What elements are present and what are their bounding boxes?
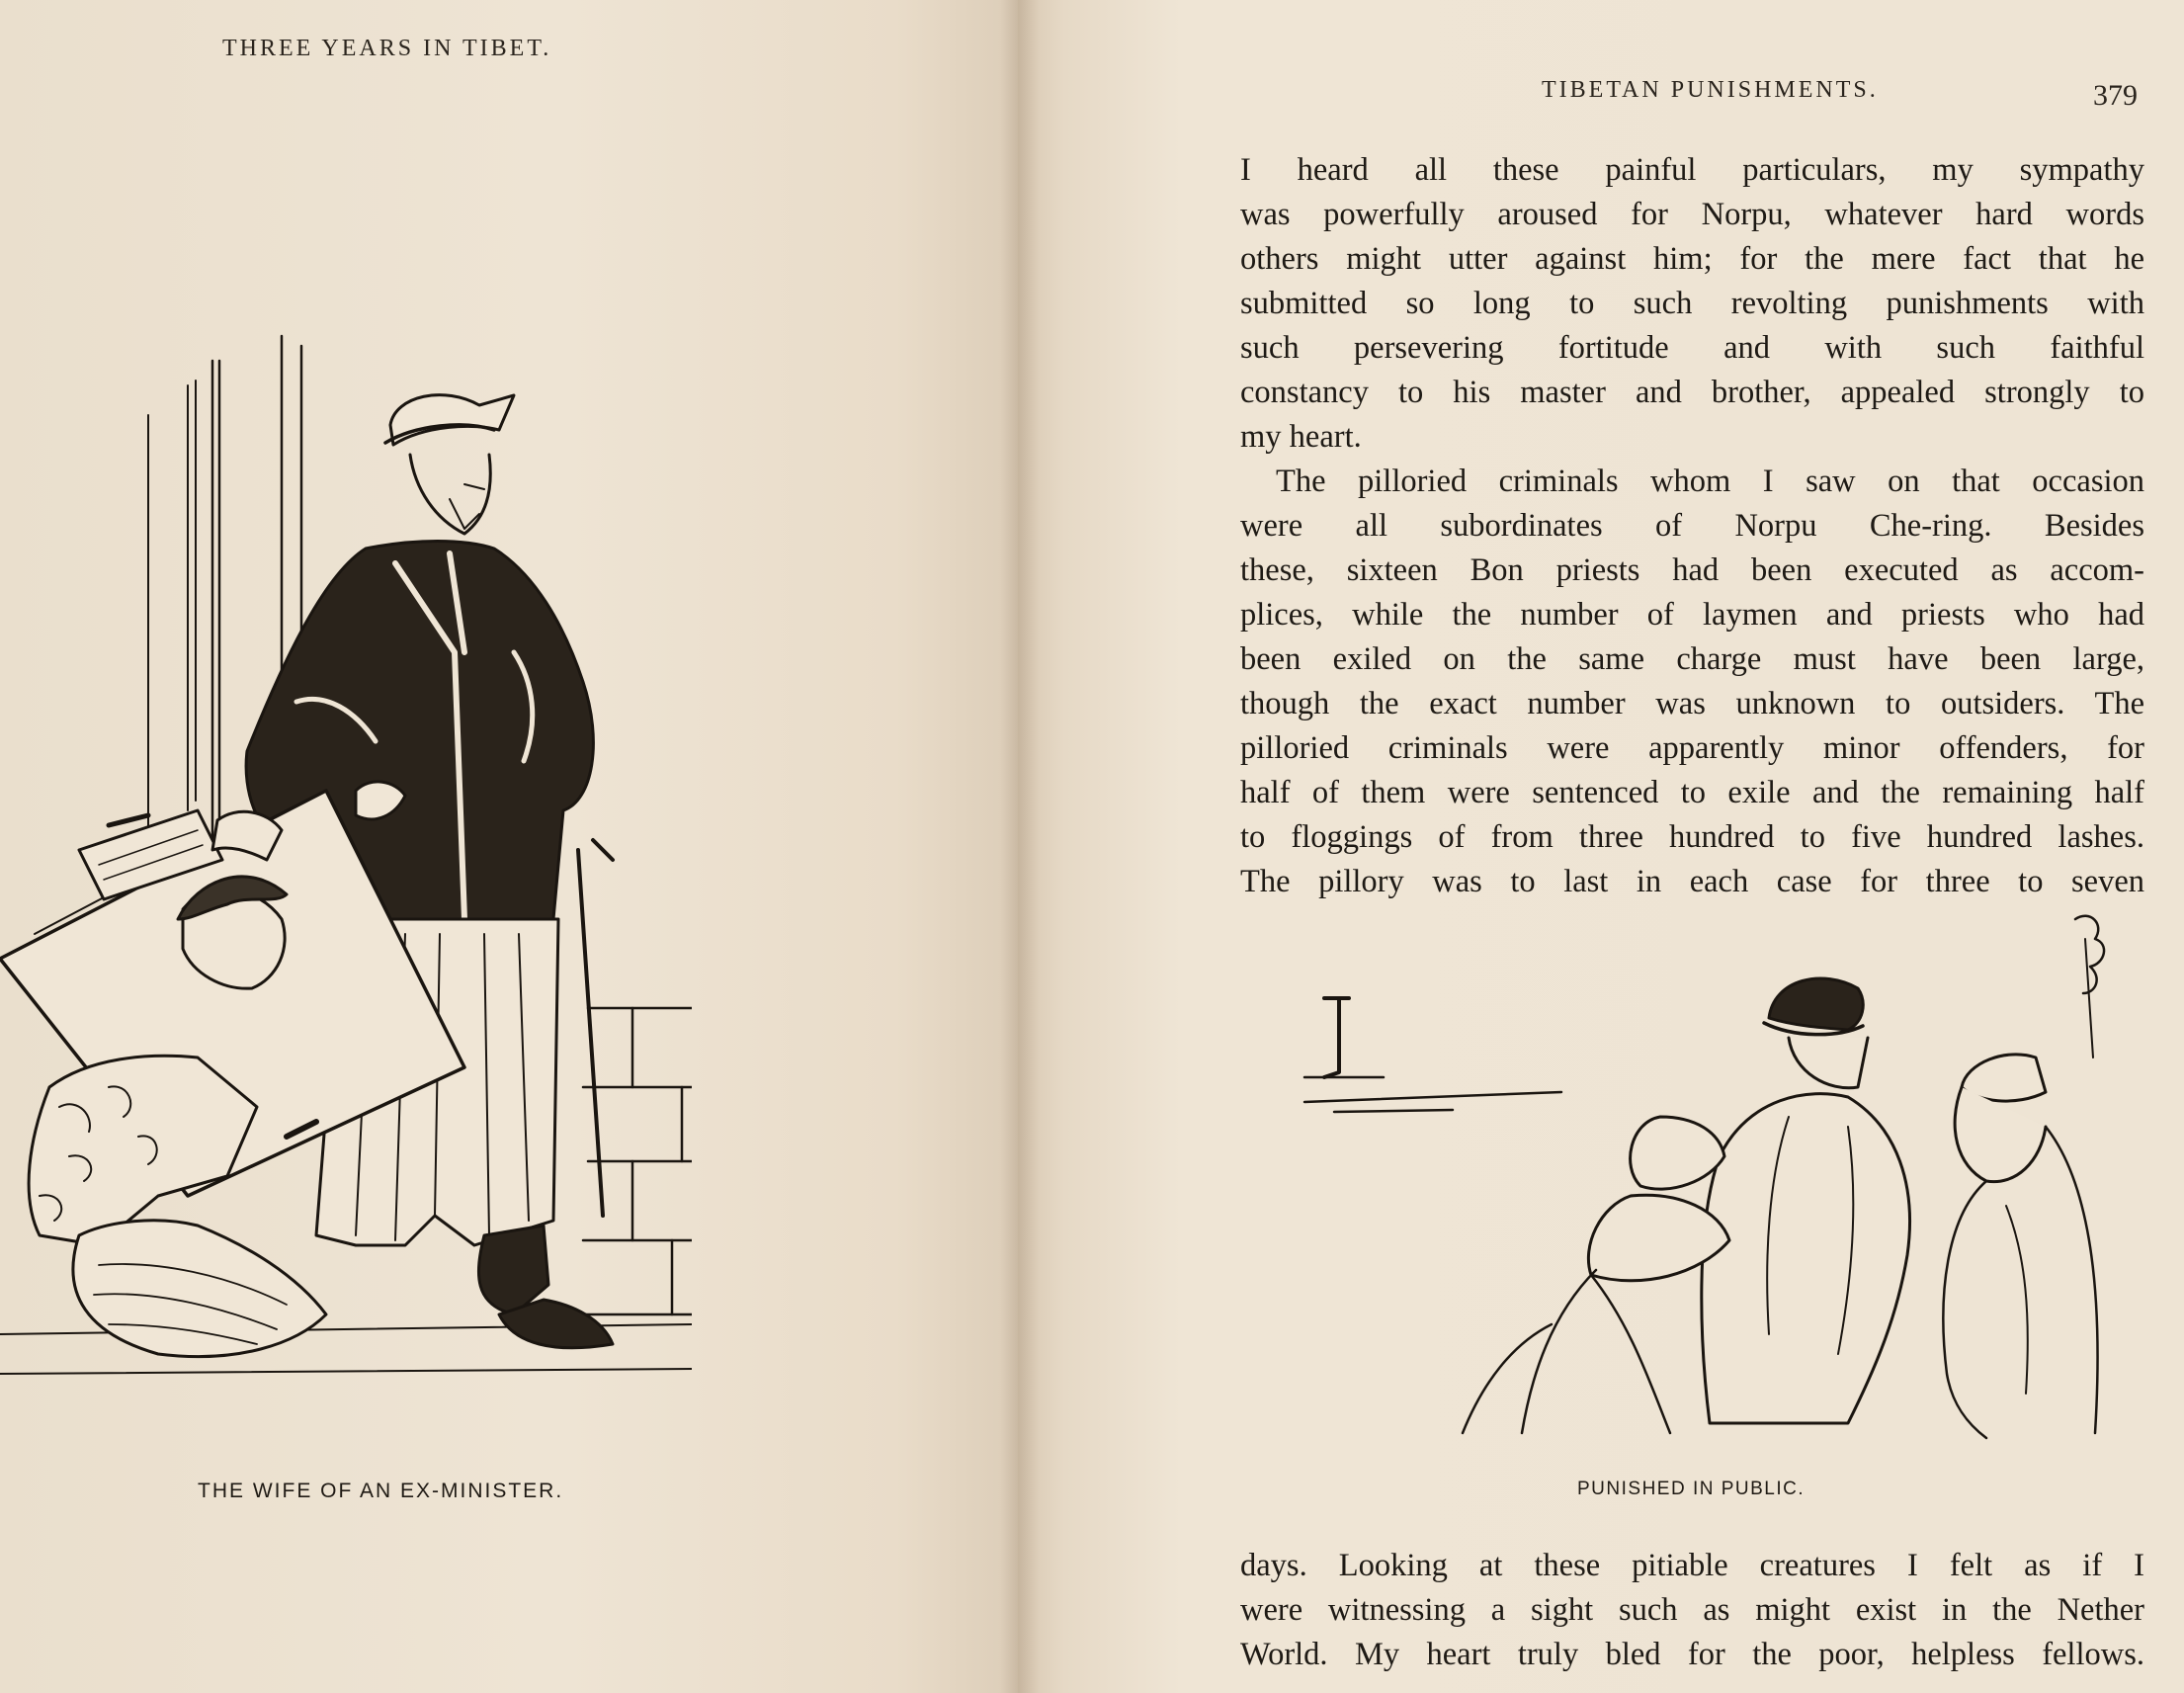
text-line: such persevering fortitude and with such faithful	[1240, 330, 2144, 366]
text-line: to floggings of from three hundred to five hundred lashes.	[1240, 819, 2144, 855]
left-page	[0, 0, 1018, 1693]
right-running-head: TIBETAN PUNISHMENTS.	[1542, 77, 1879, 103]
right-figure-caption: PUNISHED IN PUBLIC.	[1577, 1479, 1806, 1499]
text-line: though the exact number was unknown to outsiders. The	[1240, 686, 2144, 721]
text-line: half of them were sentenced to exile and the remaining half	[1240, 775, 2144, 810]
right-page	[1018, 0, 2184, 1693]
body-text-bottom	[1240, 1544, 2144, 1677]
page-number: 379	[2093, 79, 2138, 112]
text-line: these, sixteen Bon priests had been executed as accom-	[1240, 552, 2144, 588]
text-line: were witnessing a sight such as might exist in the Nether	[1240, 1592, 2144, 1628]
body-text-top	[1240, 148, 2144, 904]
text-line: The pilloried criminals whom I saw on that occasion	[1276, 464, 2144, 499]
text-line: submitted so long to such revolting punishments with	[1240, 286, 2144, 321]
text-line: pilloried criminals were apparently minor offenders, for	[1240, 730, 2144, 766]
text-line: The pillory was to last in each case for three to seven	[1240, 864, 2144, 899]
left-figure-caption: THE WIFE OF AN EX-MINISTER.	[198, 1480, 564, 1502]
illustration-wife-of-ex-minister	[0, 326, 692, 1453]
text-line: were all subordinates of Norpu Che-ring. Besides	[1240, 508, 2144, 544]
text-line: been exiled on the same charge must have been large,	[1240, 641, 2144, 677]
text-line: my heart.	[1240, 419, 1362, 455]
text-line: others might utter against him; for the mere fact that he	[1240, 241, 2144, 277]
text-line: I heard all these painful particulars, my sympathy	[1240, 152, 2144, 188]
text-line: constancy to his master and brother, appealed strongly to	[1240, 375, 2144, 410]
text-line: plices, while the number of laymen and priests who had	[1240, 597, 2144, 633]
text-line: World. My heart truly bled for the poor, helpless fellows.	[1240, 1637, 2144, 1672]
text-line: days. Looking at these pitiable creatures I felt as if I	[1240, 1548, 2144, 1583]
left-running-head: THREE YEARS IN TIBET.	[222, 36, 552, 61]
text-line: was powerfully aroused for Norpu, whatever hard words	[1240, 197, 2144, 232]
illustration-punished-in-public	[1255, 899, 2144, 1453]
